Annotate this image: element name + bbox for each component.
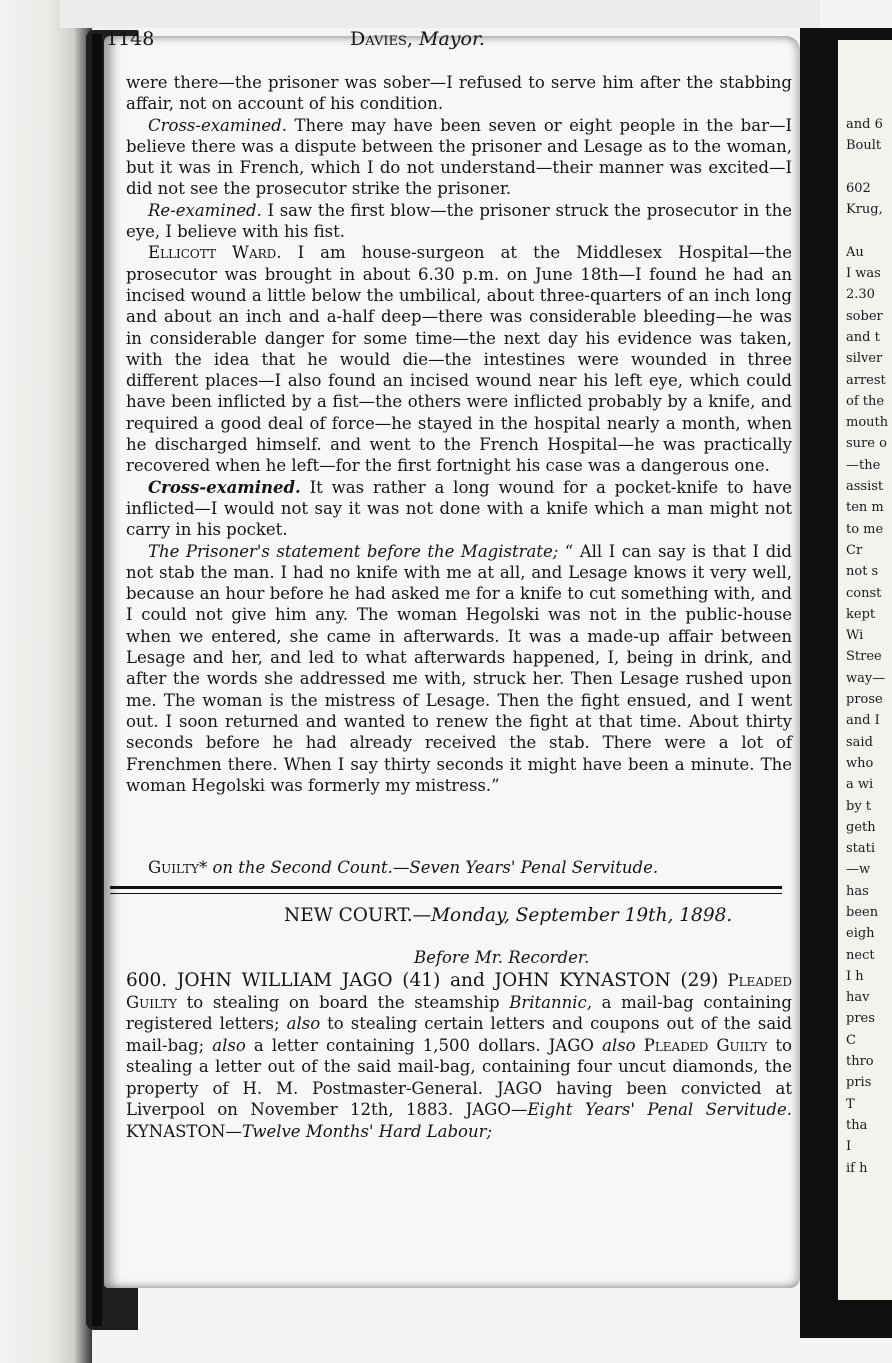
paragraph-cross-examined-2-text: It was rather a long wound for a pocket-knife to have inflicted—I would not say it was not done with a knife which a man might not carry in his pocket. [126, 477, 792, 540]
label-prisoner-statement: The Prisoner's statement before the Magistrate; [148, 541, 559, 561]
facing-page-fragment: hav [846, 990, 870, 1006]
verdict-guilty: Guilty* [148, 858, 208, 877]
facing-page-fragment: assist [846, 479, 884, 495]
facing-page-fragment: sober [846, 308, 883, 324]
facing-page-fragment: —w [846, 862, 871, 878]
paragraph-witness-ward-text: I am house-surgeon at the Middlesex Hospital—the prosecutor was brought in about 6.30 p.m. on June 18th—I found he had an incised wound a little below the umbilical, about three-quarters of an inch long and about an inch and a-half deep—there was considerable bleeding—he was in considerable danger for some time—the next day his evidence was taken, with the idea that he would die—the intestines were wounded in three different places—I also found an incised wound near his left eye, which could have been inflicted by a fist—the others were inflicted probably by a knife, and required a good deal of force—he stayed in the hospital nearly a month, when he discharged himself. and went to the French Hospital—he was practically recovered when he left—for the first fortnight his case was a dangerous one. [126, 243, 792, 476]
section-rule-thin [110, 893, 782, 894]
facing-page-fragment: pres [846, 1011, 875, 1027]
facing-page-fragment: T [846, 1096, 855, 1112]
page-number: 1148 [106, 28, 155, 50]
case-also-2: also [212, 1035, 246, 1055]
verdict-line [148, 858, 658, 877]
case-text-6: KYNASTON— [126, 1121, 242, 1141]
facing-page-fragment: silver [846, 351, 883, 367]
facing-page-fragment: been [846, 904, 879, 920]
court-date: —Monday, September 19th, 1898. [412, 905, 733, 926]
court-name: NEW COURT. [284, 905, 413, 926]
facing-page-fragment: mouth [846, 415, 889, 431]
case-600-text [126, 970, 792, 1142]
facing-page-fragment: sure o [846, 436, 887, 452]
case-sentence-kynaston: Twelve Months' Hard Labour; [241, 1121, 493, 1141]
paragraph-prisoner-statement [126, 541, 792, 797]
case-text-3: to stealing certain letters and coupons out of the said mail-bag; [126, 1014, 792, 1055]
verdict-sentence: on the Second Count.—Seven Years' Penal Servitude. [207, 858, 659, 877]
facing-page-fragment: Wi [846, 628, 864, 644]
book-spine-edge [92, 34, 102, 1326]
case-number: 600. [126, 970, 168, 991]
facing-page-fragment: 602 [846, 180, 871, 196]
facing-page-fragment: has [846, 883, 869, 899]
case-plea-1: Pleaded Guilty [126, 971, 792, 1012]
facing-page-fragment: tha [846, 1117, 868, 1133]
paragraph-re-examined [126, 200, 792, 243]
facing-page-fragment: kept [846, 606, 876, 622]
facing-page-fragment: way— [846, 670, 886, 686]
facing-page-fragment: Krug, [846, 202, 883, 218]
case-text-1: to stealing on board the steamship [176, 992, 510, 1012]
facing-page-fragment: I was [846, 266, 881, 282]
facing-page-fragment: not s [846, 564, 879, 580]
court-heading [284, 905, 732, 926]
case-text-4: a letter containing 1,500 dollars. JAGO [245, 1035, 603, 1055]
paragraph-witness-ward [126, 242, 792, 476]
testimony-text [126, 72, 792, 796]
case-plea-2: Pleaded Guilty [635, 1035, 768, 1055]
facing-page-fragment [846, 157, 892, 178]
running-head-title: Mayor. [418, 28, 485, 50]
facing-page-fragment: by t [846, 798, 872, 814]
facing-page-fragment: a wi [846, 777, 874, 793]
facing-page-fragment [846, 220, 892, 241]
facing-page-fragment: I h [846, 968, 864, 984]
facing-page-fragment: —the [846, 457, 881, 473]
facing-page-fragment: nect [846, 947, 875, 963]
facing-page-fragment: thro [846, 1054, 874, 1070]
facing-page-fragment: I [846, 1139, 852, 1155]
facing-page-fragment: 2.30 [846, 287, 875, 303]
label-re-examined: Re-examined. [148, 200, 262, 220]
facing-page-fragment: ten m [846, 500, 884, 516]
scan-left-margin [0, 0, 92, 1363]
facing-page-fragment: said [846, 734, 873, 750]
witness-name: Ellicott Ward. [148, 243, 282, 263]
section-rule-thick [110, 886, 782, 889]
facing-page-fragment: who [846, 755, 874, 771]
facing-page-fragment: Boult [846, 138, 882, 154]
case-text-5: to stealing a letter out of the said mail-bag, containing four uncut diamonds, the property of H. M. Postmaster-General. JAGO having been convicted at Liverpool on November 12th, 1883. JAGO— [126, 1035, 792, 1119]
facing-page-fragment: of the [846, 393, 885, 409]
facing-page-fragment: pris [846, 1075, 872, 1091]
case-ship-name: Britannic, [509, 992, 592, 1012]
paragraph-1: were there—the prisoner was sober—I refused to serve him after the stabbing affair, not on account of his condition. [126, 73, 792, 114]
paragraph-cross-examined [126, 115, 792, 200]
running-head [350, 28, 485, 50]
facing-page-fragment: to me [846, 521, 884, 537]
facing-page-text-fragments [846, 114, 892, 1179]
facing-page-fragment: stati [846, 841, 876, 857]
facing-page-fragment: Cr [846, 542, 863, 558]
facing-page-fragment: Stree [846, 649, 882, 665]
paragraph-re-examined-text: I saw the first blow—the prisoner struck the prosecutor in the eye, I believe with his fist. [126, 200, 792, 242]
presiding-judge: Before Mr. Recorder. [414, 948, 590, 967]
facing-page-fragment: and I [846, 713, 880, 729]
label-cross-examined-2: Cross-examined. [148, 477, 301, 497]
facing-page-fragment: C [846, 1032, 856, 1048]
facing-page-fragment: and t [846, 329, 880, 345]
facing-page-fragment: and 6 [846, 117, 883, 132]
facing-page-fragment: arrest [846, 372, 886, 388]
facing-page-fragment: eigh [846, 926, 875, 942]
scan-top-fringe [60, 0, 820, 28]
paragraph-cross-examined-text: There may have been seven or eight people in the bar—I believe there was a dispute between the prisoner and Lesage as to the woman, but it was in French, which I do not understand—their manner was excited—I did not see the prosecutor strike the prisoner. [126, 115, 792, 199]
facing-page-fragment: const [846, 585, 882, 601]
case-paragraph [126, 970, 792, 1142]
case-also-3: also [602, 1035, 636, 1055]
running-head-name: Davies, [350, 28, 413, 50]
case-also-1: also [286, 1014, 321, 1033]
facing-page-fragment: prose [846, 692, 883, 708]
case-sentence-jago: Eight Years' Penal Servitude. [527, 1100, 793, 1119]
case-defendants: JOHN WILLIAM JAGO (41) and JOHN KYNASTON (29) [167, 970, 719, 991]
case-text-2: a mail-bag containing registered letters; [126, 992, 792, 1033]
facing-page-fragment: Au [846, 244, 864, 260]
facing-page-fragment: geth [846, 819, 876, 835]
facing-page-fragment: if h [846, 1160, 868, 1176]
paragraph-cross-examined-2 [126, 477, 792, 541]
label-cross-examined: Cross-examined. [148, 115, 287, 135]
paragraph-prisoner-statement-text: “ All I can say is that I did not stab the man. I had no knife with me at all, and Lesage knows it very well, because an hour before he had asked me for a knife to cut something with, and I could not give him any. The woman Hegolski was not in the public-house when we entered, she came in afterwards. It was a made-up affair between Lesage and her, and led to what afterwards happened, I, being in drink, and after the words she addressed me with, struck her. Then Lesage rushed upon me. The woman is the mistress of Lesage. Then the fight ensued, and I went out. I soon returned and wanted to renew the fight at that time. About thirty seconds before he had already received the stab. There were a lot of Frenchmen there. When I say thirty seconds it might have been a minute. The woman Hegolski was formerly my mistress.” [126, 541, 792, 795]
